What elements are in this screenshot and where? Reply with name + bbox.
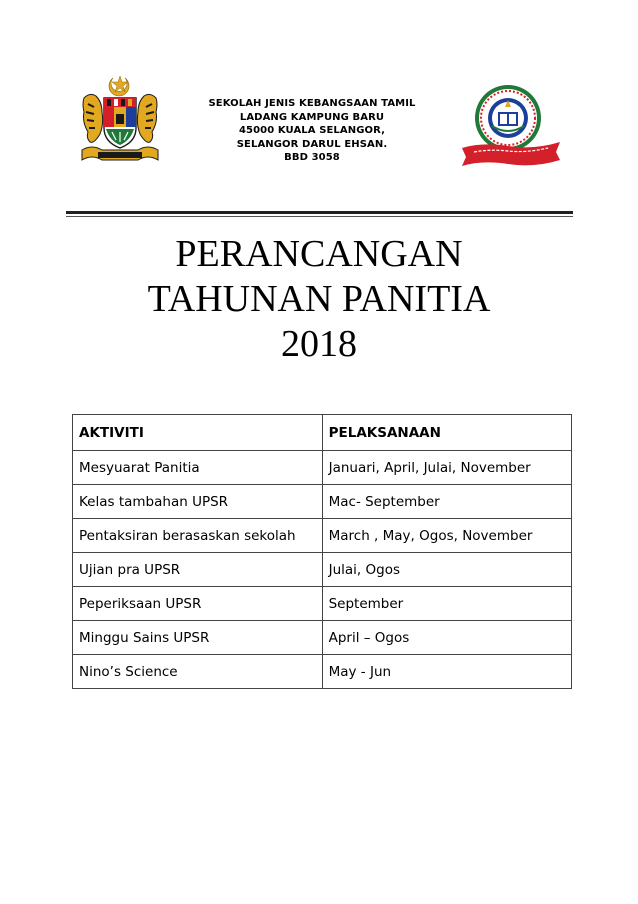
activity-cell: Mesyuarat Panitia bbox=[73, 451, 323, 485]
school-address-block bbox=[170, 97, 454, 165]
title-year: 2018 bbox=[281, 323, 357, 365]
implementation-cell: May - Jun bbox=[322, 655, 571, 689]
activity-plan-table bbox=[72, 414, 572, 689]
activity-cell: Kelas tambahan UPSR bbox=[73, 485, 323, 519]
school-code: BBD 3058 bbox=[284, 152, 340, 163]
header-divider bbox=[66, 211, 573, 214]
table-header-row bbox=[73, 415, 572, 451]
implementation-cell: Januari, April, Julai, November bbox=[322, 451, 571, 485]
table-row bbox=[73, 519, 572, 553]
document-header bbox=[0, 0, 638, 210]
implementation-cell: Mac- September bbox=[322, 485, 571, 519]
school-postcode-city: 45000 KUALA SELANGOR, bbox=[239, 125, 385, 136]
title-line-2: TAHUNAN PANITIA bbox=[147, 278, 491, 320]
column-header-implementation: PELAKSANAAN bbox=[322, 415, 571, 451]
header-divider-thin bbox=[66, 216, 573, 217]
table-row bbox=[73, 621, 572, 655]
school-crest-icon bbox=[458, 82, 564, 168]
title-line-1: PERANCANGAN bbox=[175, 233, 463, 275]
activity-cell: Nino’s Science bbox=[73, 655, 323, 689]
table-row bbox=[73, 451, 572, 485]
school-name: SEKOLAH JENIS KEBANGSAAN TAMIL bbox=[208, 98, 416, 109]
column-header-activity: AKTIVITI bbox=[73, 415, 323, 451]
implementation-cell: Julai, Ogos bbox=[322, 553, 571, 587]
malaysia-coat-of-arms-icon bbox=[76, 74, 164, 168]
school-estate: LADANG KAMPUNG BARU bbox=[239, 111, 385, 123]
table-row bbox=[73, 485, 572, 519]
table-row bbox=[73, 587, 572, 621]
school-state: SELANGOR DARUL EHSAN. bbox=[236, 138, 388, 150]
activity-cell: Peperiksaan UPSR bbox=[73, 587, 323, 621]
table-row bbox=[73, 553, 572, 587]
implementation-cell: March , May, Ogos, November bbox=[322, 519, 571, 553]
implementation-cell: September bbox=[322, 587, 571, 621]
activity-cell: Pentaksiran berasaskan sekolah bbox=[73, 519, 323, 553]
activity-cell: Minggu Sains UPSR bbox=[73, 621, 323, 655]
table-row bbox=[73, 655, 572, 689]
activity-cell: Ujian pra UPSR bbox=[73, 553, 323, 587]
implementation-cell: April – Ogos bbox=[322, 621, 571, 655]
document-title bbox=[0, 232, 638, 367]
